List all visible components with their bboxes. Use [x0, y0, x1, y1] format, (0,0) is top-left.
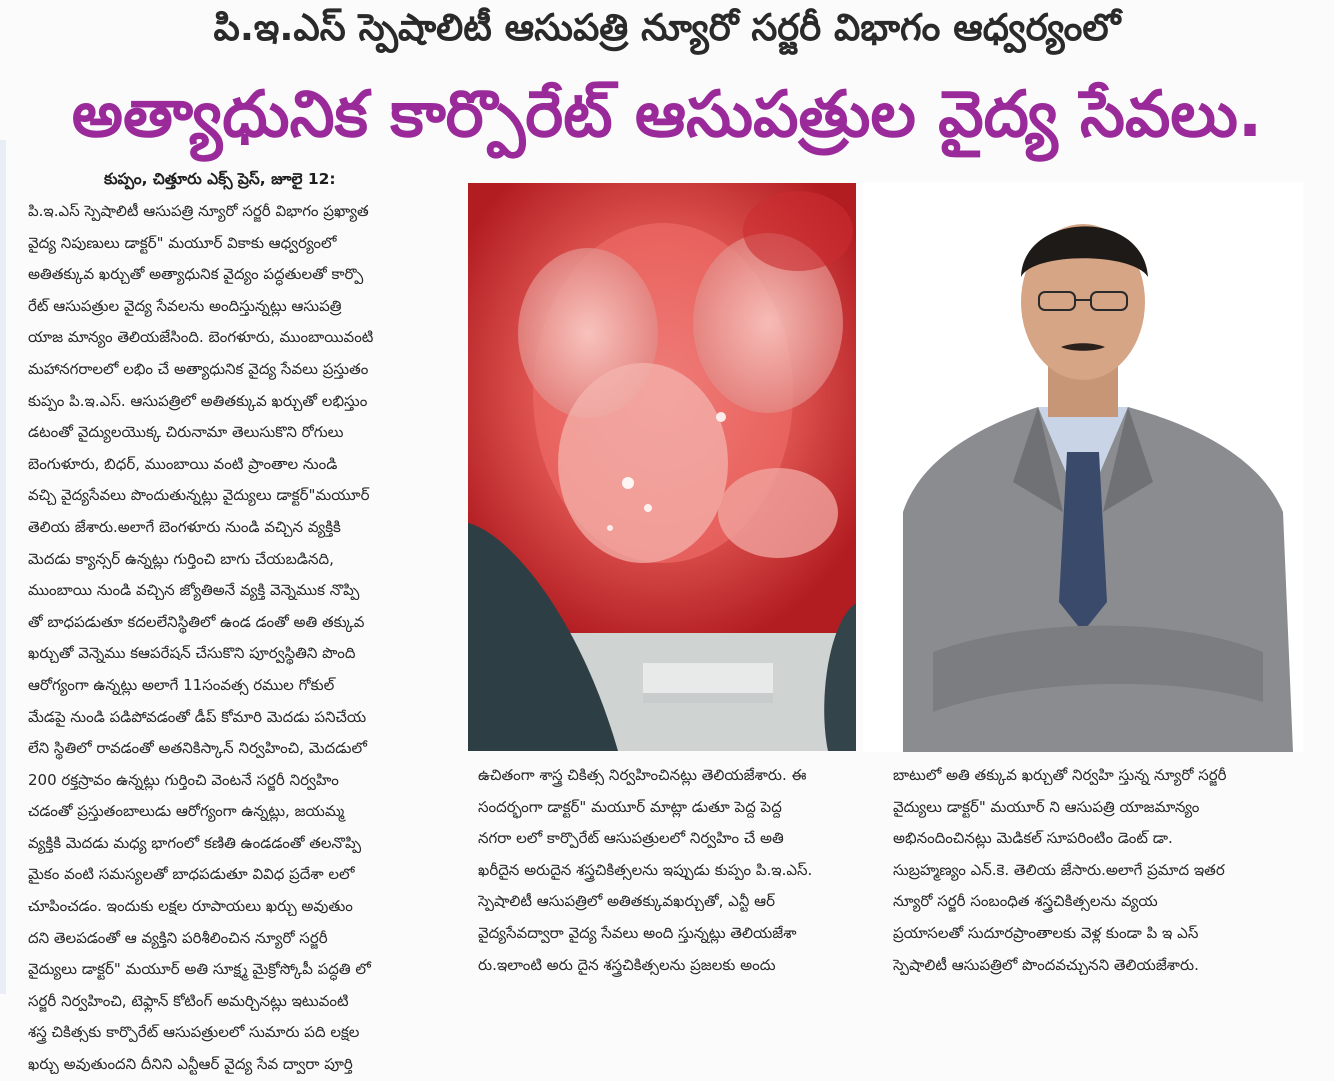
article-line: ముంబాయి నుండి వచ్చిన జ్యోతిఅనే వ్యక్తి వెన్నెముక నొప్పి — [28, 581, 360, 600]
page-edge-strip — [0, 140, 6, 994]
main-headline: అత్యాధునిక కార్పొరేట్ ఆసుపత్రుల వైద్య సేవలు. — [71, 78, 1263, 152]
article-line: వ్యక్తికి మెదడు మధ్య భాగంలో కణితి ఉండడంతో తలనొప్పి — [28, 833, 362, 852]
article-line: న్యూరో సర్జరీ సంబంధిత శస్త్రచికిత్సలను వ్యయ — [893, 892, 1158, 911]
article-line: ఆరోగ్యంగా ఉన్నట్లు అలాగే 11సంవత్స రముల గోకుల్ — [28, 675, 335, 694]
article-line: చూపించడం. ఇందుకు లక్షల రూపాయలు ఖర్చు అవుతుం — [28, 897, 353, 916]
article-line: మైకం వంటి సమస్యలతో బాధపడుతూ వివిధ ప్రదేశా లలో — [28, 865, 355, 884]
article-line: స్పెషాలిటీ ఆసుపత్రిలో పొందవచ్చునని తెలియజేశారు. — [893, 955, 1199, 974]
article-line: అతితక్కువ ఖర్చుతో అత్యాధునిక వైద్యం పద్ధతులతో కార్పొ — [28, 265, 364, 284]
article-line: మేడపై నుండి పడిపోవడంతో డీప్ కోమారి మెదడు పనిచేయ — [28, 707, 367, 726]
article-line: ఖరీదైన అరుదైన శస్త్రచికిత్సలను ఇప్పుడు కుప్పం పి.ఇ.ఎస్. — [478, 860, 813, 879]
article-line: 200 రక్తస్రావం ఉన్నట్లు గుర్తించి వెంటనే సర్జరీ నిర్వహిం — [28, 770, 339, 789]
article-line: వైద్య నిపుణులు డాక్టర్" మయూర్ వికాకు ఆధ్వర్యంలో — [28, 233, 337, 252]
surgery-microscope-photo — [468, 183, 856, 751]
article-line: పి.ఇ.ఎస్ స్పెషాలిటీ ఆసుపత్రి న్యూరో సర్జరీ విభాగం ప్రఖ్యాత — [28, 202, 369, 220]
article-line: వైద్యసేవద్వారా వైద్య సేవలు అంది స్తున్నట్లు తెలియజేశా — [478, 923, 797, 942]
article-line: ఖర్చు అవుతుందని దీనిని ఎన్టీఆర్ వైద్య సేవ ద్వారా పూర్తి — [28, 1055, 353, 1074]
article-line: బాటులో అతి తక్కువ ఖర్చుతో నిర్వహి స్తున్న న్యూరో సర్జరీ — [893, 766, 1227, 784]
article-line: డటంతో వైద్యులయొక్క చిరునామా తెలుసుకొని రోగులు — [28, 423, 344, 442]
article-line: మెదడు క్యాన్సర్ ఉన్నట్లు గుర్తించి బాగు చేయబడినది, — [28, 549, 334, 568]
article-line: శస్త్ర చికిత్సకు కార్పొరేట్ ఆసుపత్రులలో సుమారు పది లక్షల — [28, 1023, 360, 1042]
article-line: సందర్భంగా డాక్టర్" మయూర్ మాట్లా డుతూ పెద్ద పెద్ద — [478, 797, 782, 816]
article-line: కుప్పం పి.ఇ.ఎస్. ఆసుపత్రిలో అతితక్కువ ఖర్చుతో లభిస్తుం — [28, 391, 368, 410]
article-line: సుబ్రహ్మణ్యం ఎన్.కె. తెలియ జేసారు.అలాగే ప్రమాద ఇతర — [893, 860, 1225, 879]
article-line: సర్జరీ నిర్వహించి, టెఫ్లాన్ కోటింగ్ అమర్చినట్లు ఇటువంటి — [28, 991, 349, 1010]
article-line: తో బాధపడుతూ కదలలేనిస్థితిలో ఉండ డంతో అతి తక్కువ — [28, 612, 365, 631]
article-line: నగరా లలో కార్పొరేట్ ఆసుపత్రులలో నిర్వహిం చే అతి — [478, 829, 784, 848]
article-line: తెలియ జేశారు.అలాగే బెంగళూరు నుండి వచ్చిన వ్యక్తికి — [28, 517, 341, 536]
article-line: యాజ మాన్యం తెలియజేసింది. బెంగళూరు, ముంబాయివంటి — [28, 328, 374, 347]
article-line: రేట్ ఆసుపత్రుల వైద్య సేవలను అందిస్తున్నట్లు ఆసుపత్రి — [28, 296, 342, 315]
article-line: రు.ఇలాంటి అరు దైన శస్త్రచికిత్సలను ప్రజలకు అందు — [478, 955, 776, 974]
article-line: ఖర్చుతో వెన్నెము కఆపరేషన్ చేసుకొని పూర్వస్థితిని పొంది — [28, 644, 356, 663]
article-line: మహానగరాలలో లభిం చే అత్యాధునిక వైద్య సేవలు ప్రస్తుతం — [28, 359, 369, 378]
dateline: కుప్పం, చిత్తూరు ఎక్స్ ప్రెస్, జూలై 12: — [104, 170, 336, 188]
kicker-headline: పి.ఇ.ఎస్ స్పెషాలిటీ ఆసుపత్రి న్యూరో సర్జరీ విభాగం ఆధ్వర్యంలో — [213, 6, 1121, 49]
article-line: దని తెలపడంతో ఆ వ్యక్తిని పరిశీలించిన న్యూరో సర్జరీ — [28, 928, 328, 947]
article-line: వైద్యులు డాక్టర్" మయూర్ ని ఆసుపత్రి యాజమాన్యం — [893, 797, 1200, 816]
doctor-portrait-photo — [863, 182, 1303, 752]
article-line: వచ్చి వైద్యసేవలు పొందుతున్నట్లు వైద్యులు డాక్టర్"మయూర్ — [28, 486, 370, 505]
article-line: బెంగుళూరు, బిధర్, ముంబాయి వంటి ప్రాంతాల నుండి — [28, 454, 338, 473]
article-line: అభినందించినట్లు మెడికల్ సూపరింటిం డెంట్ డా. — [893, 829, 1173, 848]
article-column-left — [28, 196, 448, 1081]
article-line: ప్రయాసలతో సుదూరప్రాంతాలకు వెళ్ల కుండా పి ఇ ఎస్ — [893, 923, 1199, 942]
article-line: స్పెషాలిటీ ఆసుపత్రిలో అతితక్కువఖర్చుతో, ఎన్టీ ఆర్ — [478, 892, 776, 911]
article-line: లేని స్థితిలో రావడంతో అతనికిస్కాన్ నిర్వహించి, మెదడులో — [28, 739, 367, 758]
article-line: వైద్యులు డాక్టర్" మయూర్ అతి సూక్ష్మ మైక్రోస్కోపీ పద్ధతి లో — [28, 960, 371, 979]
article-line: చడంతో ప్రస్తుతంబాలుడు ఆరోగ్యంగా ఉన్నట్లు, జయమ్మ — [28, 802, 345, 821]
article-column-middle — [478, 760, 868, 981]
article-column-right — [893, 760, 1303, 981]
article-line: ఉచితంగా శాస్త్ర చికిత్స నిర్వహించినట్లు తెలియజేశారు. ఈ — [478, 766, 807, 784]
